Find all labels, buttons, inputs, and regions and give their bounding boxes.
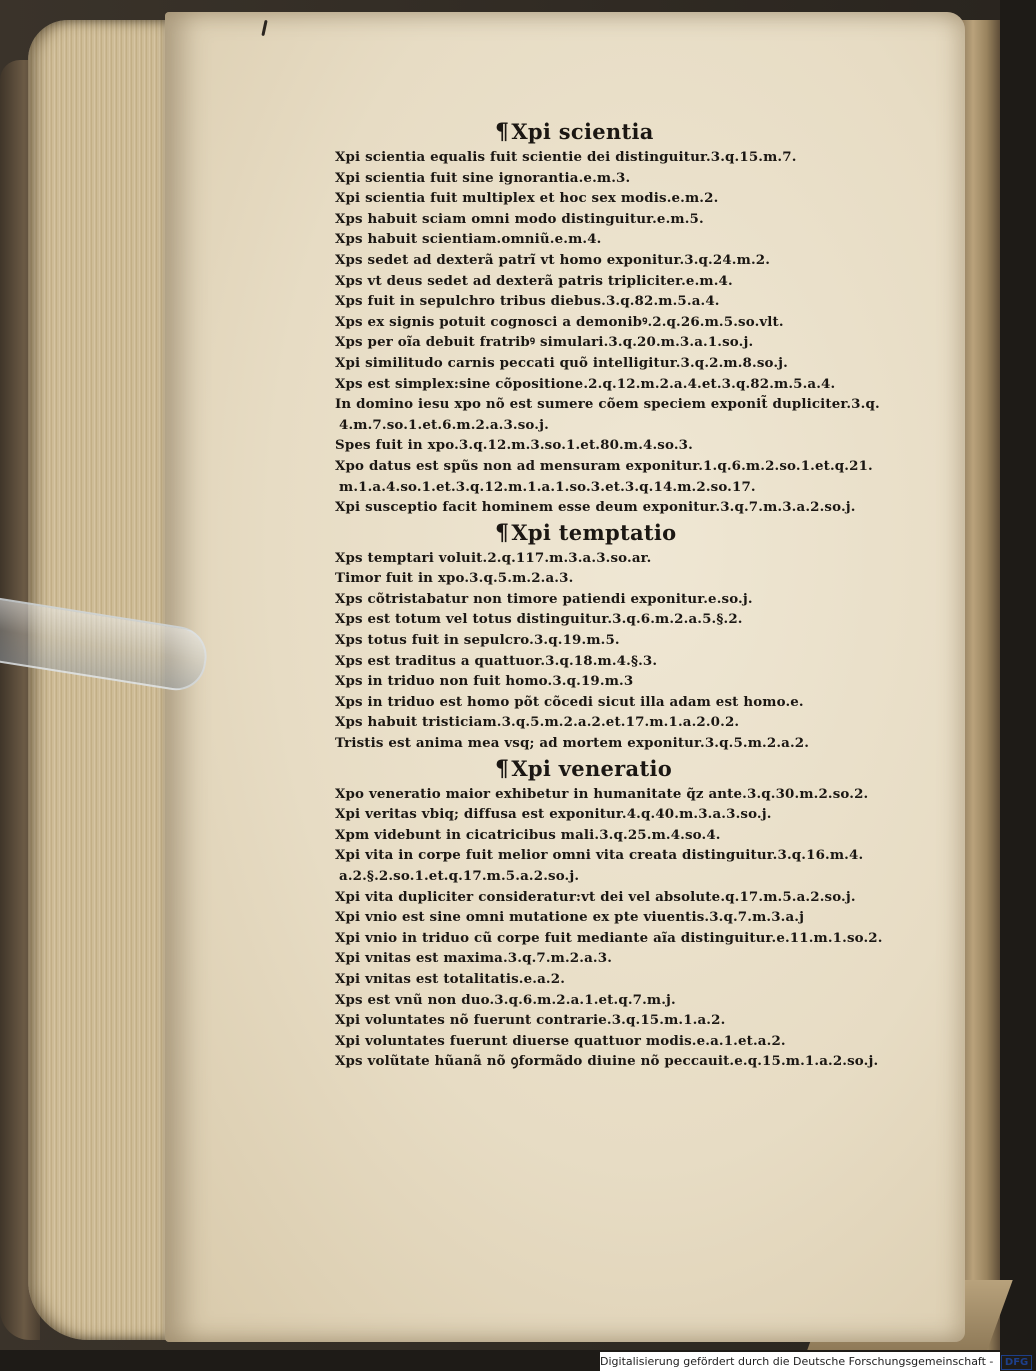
index-entry: Xpi similitudo carnis peccati quõ intelligitur.3.q.2.m.8.so.j. (335, 354, 788, 371)
index-entry: Xpi vita in corpe fuit melior omni vita creata distinguitur.3.q.16.m.4. (335, 847, 864, 864)
index-entry: Xpi scientia fuit multiplex et hoc sex modis.e.m.2. (335, 190, 719, 207)
section-heading-text: Xpi temptatio (511, 519, 677, 545)
dfg-logo: DFG (1001, 1355, 1032, 1370)
index-entry: Xpi susceptio facit hominem esse deum exponitur.3.q.7.m.3.a.2.so.j. (335, 499, 856, 516)
section-heading-text: Xpi scientia (511, 119, 654, 144)
index-entry: Xps in triduo est homo põt cõcedi sicut illa adam est homo.e. (335, 693, 804, 710)
index-entry: Xpi veritas vbiq; diffusa est exponitur.4.q.40.m.3.a.3.so.j. (335, 806, 772, 823)
index-text-block (335, 117, 925, 1072)
index-entry: Xps habuit sciam omni modo distinguitur.e.m.5. (335, 210, 704, 227)
index-entry: a.2.§.2.so.1.et.q.17.m.5.a.2.so.j. (339, 868, 580, 884)
index-entry: Xps ex signis potuit cognosci a demonibꝰ.2.q.26.m.5.so.vlt. (335, 313, 784, 330)
paragraph-mark-icon: ¶ (495, 755, 510, 782)
index-entry: Xps cõtristabatur non timore patiendi exponitur.e.so.j. (335, 590, 753, 607)
index-entry: Xpi vita dupliciter consideratur:vt dei vel absolute.q.17.m.5.a.2.so.j. (335, 888, 856, 905)
index-entry: Xps habuit scientiam.omniũ.e.m.4. (335, 231, 602, 248)
index-entry: Tristis est anima mea vsq; ad mortem exponitur.3.q.5.m.2.a.2. (335, 735, 810, 752)
section-heading (335, 518, 925, 548)
index-entry: Xps totus fuit in sepulcro.3.q.19.m.5. (335, 632, 620, 649)
index-entry: Xpi vnio est sine omni mutatione ex pte viuentis.3.q.7.m.3.a.j (335, 909, 805, 926)
index-entry: Xpi scientia fuit sine ignorantia.e.m.3. (335, 169, 631, 186)
section-heading (335, 754, 925, 784)
index-entry: Xps in triduo non fuit homo.3.q.19.m.3 (335, 673, 634, 690)
paragraph-mark-icon: ¶ (495, 119, 510, 145)
index-entry: Xps est vnũ non duo.3.q.6.m.2.a.1.et.q.7.m.j. (335, 991, 676, 1008)
index-entry: Xpi vnitas est totalitatis.e.a.2. (335, 970, 566, 987)
index-entry: Xps volũtate hũanã nõ ꝯformãdo diuine nõ peccauit.e.q.15.m.1.a.2.so.j. (335, 1053, 879, 1070)
index-entry: Xps est traditus a quattuor.3.q.18.m.4.§.3. (335, 652, 658, 669)
index-entry: In domino iesu xpo nõ est sumere cõem speciem exponit̃ dupliciter.3.q. (335, 396, 880, 413)
section-heading (335, 117, 925, 147)
digitization-credit: Digitalisierung gefördert durch die Deutsche Forschungsgemeinschaft - DFG (600, 1352, 1000, 1371)
index-entry: Xpm videbunt in cicatricibus mali.3.q.25.m.4.so.4. (335, 826, 721, 843)
credit-text: Digitalisierung gefördert durch die Deutsche Forschungsgemeinschaft (600, 1355, 986, 1368)
index-entry: Xpi vnitas est maxima.3.q.7.m.2.a.3. (335, 950, 613, 967)
index-entry: m.1.a.4.so.1.et.3.q.12.m.1.a.1.so.3.et.3.q.14.m.2.so.17. (339, 478, 756, 495)
index-entry: Xpi scientia equalis fuit scientie dei distinguitur.3.q.15.m.7. (335, 149, 797, 165)
index-entry: Xpo datus est spũs non ad mensuram exponitur.1.q.6.m.2.so.1.et.q.21. (335, 457, 873, 474)
index-entry: Timor fuit in xpo.3.q.5.m.2.a.3. (335, 570, 574, 587)
paragraph-mark-icon: ¶ (495, 519, 510, 546)
section-heading-text: Xpi veneratio (511, 755, 673, 781)
index-entry: Xpi voluntates nõ fuerunt contrarie.3.q.15.m.1.a.2. (335, 1012, 726, 1029)
index-entry: Xpi vnio in triduo cũ corpe fuit mediante aĩa distinguitur.e.11.m.1.so.2. (335, 929, 883, 946)
index-entry: Xps sedet ad dexterã patrĩ vt homo exponitur.3.q.24.m.2. (335, 251, 771, 268)
index-entry: 4.m.7.so.1.et.6.m.2.a.3.so.j. (339, 416, 549, 433)
index-entry: Xps temptari voluit.2.q.117.m.3.a.3.so.ar. (335, 549, 652, 566)
index-entry: Xps habuit tristiciam.3.q.5.m.2.a.2.et.17.m.1.a.2.0.2. (335, 714, 740, 731)
index-entry: Xps fuit in sepulchro tribus diebus.3.q.82.m.5.a.4. (335, 293, 720, 310)
index-entry: Xps per oĩa debuit fratribꝰ simulari.3.q.20.m.3.a.1.so.j. (335, 334, 754, 351)
index-entry: Xpi voluntates fuerunt diuerse quattuor modis.e.a.1.et.a.2. (335, 1032, 786, 1049)
index-entry: Xps vt deus sedet ad dexterã patris tripliciter.e.m.4. (335, 272, 733, 289)
index-entry: Xpo veneratio maior exhibetur in humanitate q̃z ante.3.q.30.m.2.so.2. (335, 785, 869, 802)
index-entry: Xps est simplex:sine cõpositione.2.q.12.m.2.a.4.et.3.q.82.m.5.a.4. (335, 375, 836, 392)
index-entry: Spes fuit in xpo.3.q.12.m.3.so.1.et.80.m.4.so.3. (335, 437, 693, 454)
index-entry: Xps est totum vel totus distinguitur.3.q.6.m.2.a.5.§.2. (335, 611, 743, 628)
